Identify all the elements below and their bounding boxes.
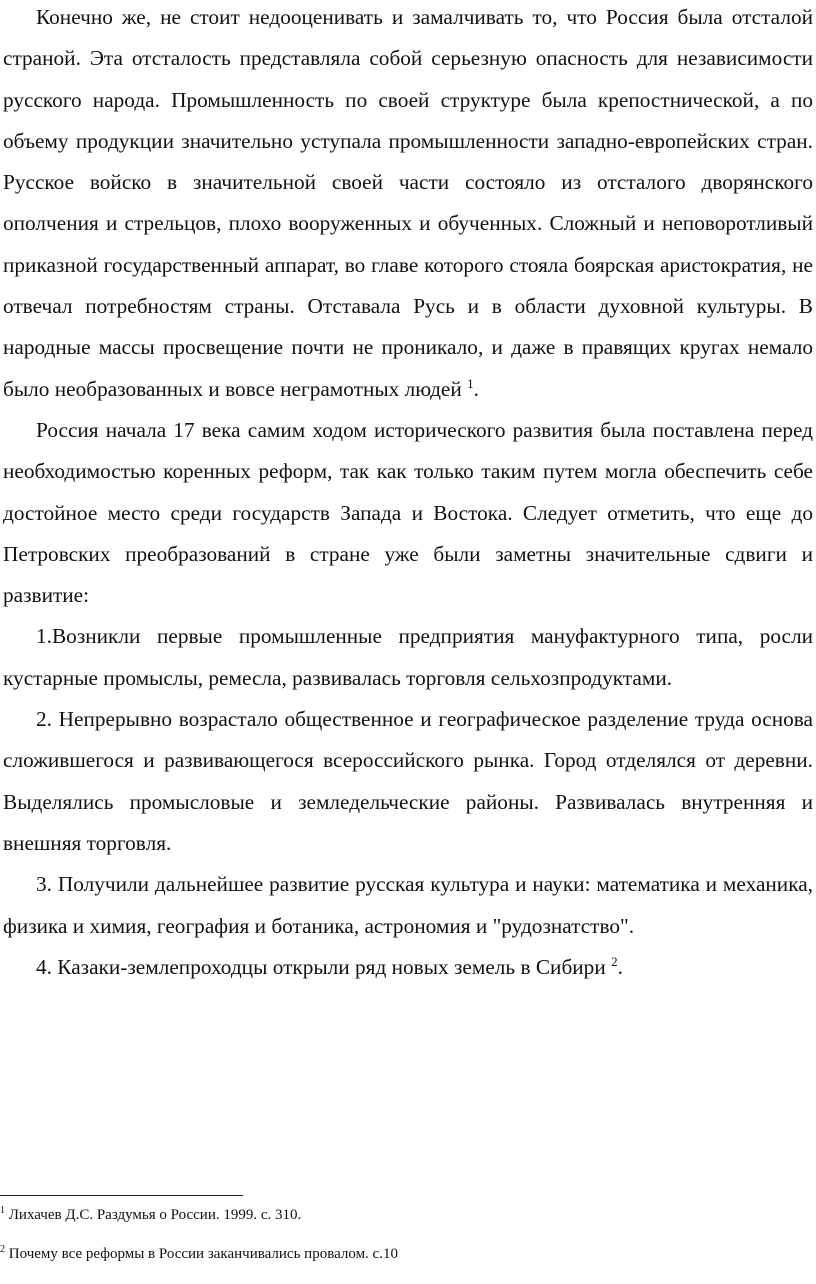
paragraph-reforms: [3, 410, 813, 616]
footnote-separator: [0, 1195, 243, 1196]
list-item-text: 1.Возникли первые промышленные предприятия мануфактурного типа, росли кустарные промыслы, ремесла, развивалась торговля сельхозпродуктами.: [3, 624, 813, 690]
list-item-manufactures: [3, 616, 813, 699]
paragraph-end: .: [473, 376, 479, 401]
footnote-text: Лихачев Д.С. Раздумья о России. 1999. с. 310.: [8, 1207, 302, 1223]
footnote-2: [0, 1245, 398, 1263]
paragraph-backwardness: [3, 0, 813, 410]
footnote-1: [0, 1206, 301, 1224]
list-item-text: 3. Получили дальнейшее развитие русская культура и науки: математика и механика, физика и химия, география и ботаника, астрономия и "рудознатство".: [3, 872, 813, 938]
paragraph-end: .: [617, 954, 623, 979]
list-item-siberia: [3, 947, 813, 988]
footnote-marker: 1: [0, 1205, 5, 1216]
footnote-reference-1: 1: [467, 375, 474, 391]
document-body: [3, 0, 813, 988]
footnote-reference-2: 2: [611, 953, 618, 969]
list-item-text: 4. Казаки-землепроходцы открыли ряд новых земель в Сибири: [36, 954, 606, 979]
footnote-marker: 2: [0, 1244, 5, 1255]
paragraph-text: Россия начала 17 века самим ходом исторического развития была поставлена перед необходимостью коренных реформ, так как только таким путем могла обеспечить себе достойное место среди государств Запада и Востока. Следует отметить, что еще до Петровских преобразований в стране уже были заметны значительные сдвиги и развитие:: [3, 417, 813, 608]
footnote-text: Почему все реформы в России заканчивались провалом. с.10: [8, 1246, 398, 1262]
list-item-labor-division: [3, 699, 813, 864]
list-item-culture-science: [3, 864, 813, 947]
paragraph-text: Конечно же, не стоит недооценивать и замалчивать то, что Россия была отсталой страной. Эта отсталость представляла собой серьезную опасность для независимости русского народа. Промышленность по своей структуре была крепостнической, а по объему продукции значительно уступала промышленности западно-европейских стран. Русское войско в значительной своей части состояло из отсталого дворянского ополчения и стрельцов, плохо вооруженных и обученных. Сложный и неповоротливый приказной государственный аппарат, во главе которого стояла боярская аристократия, не отвечал потребностям страны. Отставала Русь и в области духовной культуры. В народные массы просвещение почти не проникало, и даже в правящих кругах немало было необразованных и вовсе неграмотных людей: [3, 5, 813, 401]
list-item-text: 2. Непрерывно возрастало общественное и географическое разделение труда основа сложившегося и развивающегося всероссийского рынка. Город отделялся от деревни. Выделялись промысловые и земледельческие районы. Развивалась внутренняя и внешняя торговля.: [3, 707, 813, 855]
